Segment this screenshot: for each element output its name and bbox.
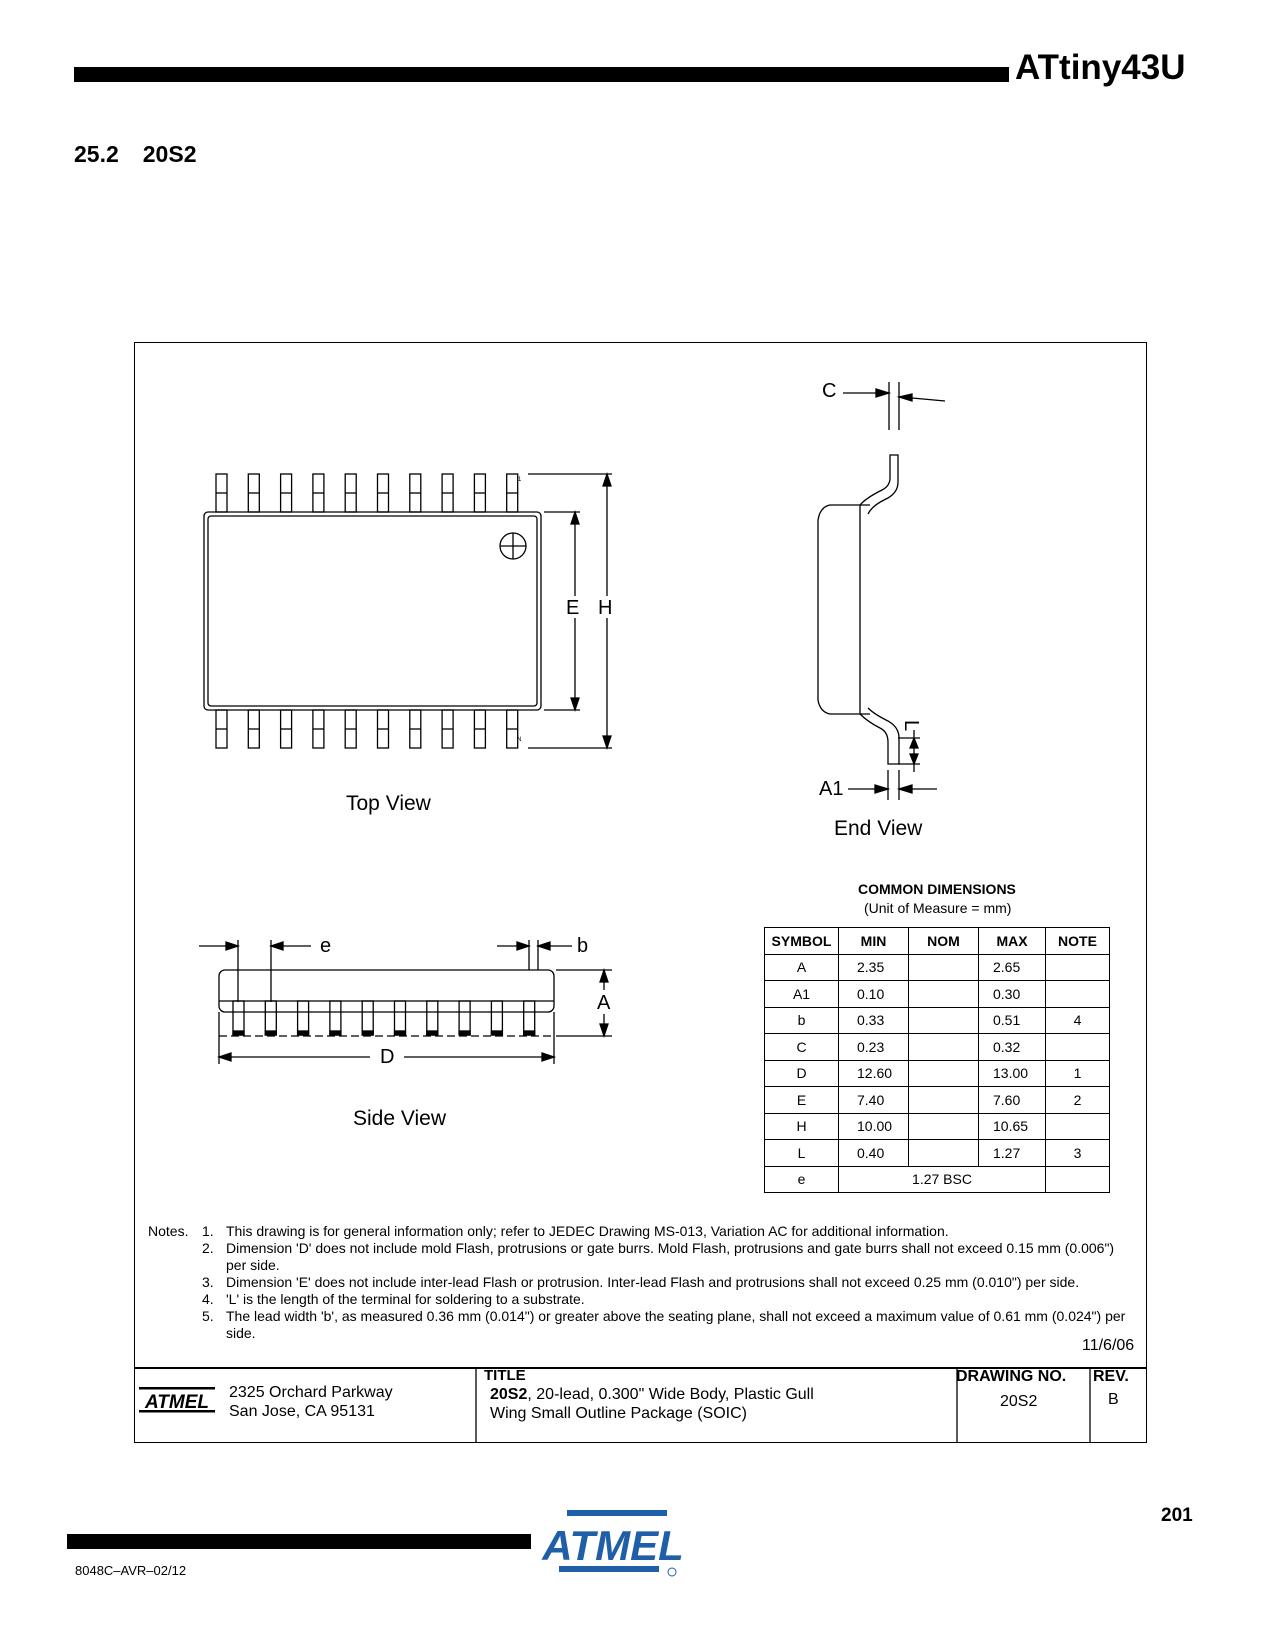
dimension-row	[765, 981, 1110, 1008]
cell-max: 0.51	[979, 1007, 1046, 1034]
cell-max: 7.60	[979, 1087, 1046, 1114]
note-text: Dimension 'D' does not include mold Flash, protrusions or gate burrs. Mold Flash, protrusions and gate burrs shall not exceed 0.15 mm (0.006") per side.	[226, 1240, 1115, 1273]
dimension-row	[765, 1007, 1110, 1034]
address-line-1: 2325 Orchard Parkway	[229, 1384, 393, 1401]
dimensions-heading: COMMON DIMENSIONS	[858, 881, 1016, 897]
footer-rule	[67, 1534, 531, 1549]
cell-nom	[909, 1007, 979, 1034]
note-number: 3.	[202, 1274, 214, 1290]
cell-nom	[909, 1034, 979, 1061]
cell-max: 0.30	[979, 981, 1046, 1008]
cell-nom	[909, 1140, 979, 1167]
end-view-caption: End View	[834, 817, 923, 840]
cell-note: 1	[1046, 1060, 1110, 1087]
top-view-body	[204, 512, 541, 710]
lead	[233, 1001, 244, 1035]
cell-nom	[909, 1060, 979, 1087]
dim-label-c: C	[822, 380, 837, 402]
dim-label-h: H	[598, 597, 613, 619]
note-text: The lead width 'b', as measured 0.36 mm (0.014") or greater above the seating plane, shall not exceed a maximum value of 0.61 mm (0.024") per side.	[226, 1308, 1126, 1341]
cell-symbol: D	[765, 1060, 839, 1087]
note-number: 1.	[202, 1223, 214, 1239]
top-view-drawing	[204, 474, 612, 748]
col-header-symbol: SYMBOL	[765, 928, 839, 955]
drawing-date: 11/6/06	[1082, 1337, 1135, 1354]
cell-min: 0.23	[839, 1034, 909, 1061]
top-view-leads-top	[216, 474, 518, 512]
dimension-row	[765, 1034, 1110, 1061]
note-text: 'L' is the length of the terminal for soldering to a substrate.	[226, 1291, 585, 1307]
note-item	[202, 1291, 1137, 1308]
cell-max: 0.32	[979, 1034, 1046, 1061]
notes-label: Notes.	[148, 1223, 189, 1239]
cell-nom	[909, 981, 979, 1008]
cell-symbol: e	[765, 1166, 839, 1193]
note-text: This drawing is for general information only; refer to JEDEC Drawing MS-013, Variation AC for additional information.	[226, 1223, 949, 1239]
lead	[330, 1001, 341, 1035]
dim-label-a: A	[597, 992, 611, 1014]
cell-min: 0.40	[839, 1140, 909, 1167]
cell-bsc-value: 1.27 BSC	[839, 1166, 1046, 1193]
side-view-drawing	[199, 940, 612, 1064]
side-view-leads	[233, 1001, 535, 1035]
rev-label: REV.	[1093, 1368, 1129, 1385]
cell-nom	[909, 954, 979, 981]
cell-note	[1046, 981, 1110, 1008]
cell-max: 1.27	[979, 1140, 1046, 1167]
cell-symbol: C	[765, 1034, 839, 1061]
section-number: 25.2	[74, 141, 119, 167]
cell-note: 2	[1046, 1087, 1110, 1114]
cell-note	[1046, 1166, 1110, 1193]
lead	[362, 1001, 373, 1035]
cell-min: 10.00	[839, 1113, 909, 1140]
dim-label-b: b	[577, 935, 589, 957]
lead	[524, 1001, 535, 1035]
drawing-title-code: 20S2	[490, 1386, 528, 1403]
note-number: 4.	[202, 1291, 214, 1307]
rev-value: B	[1108, 1391, 1119, 1408]
note-item	[202, 1308, 1137, 1342]
top-view-body-inner	[208, 516, 537, 706]
pinN-label: N	[517, 737, 522, 743]
dimension-row	[765, 1087, 1110, 1114]
note-text: Dimension 'E' does not include inter-lead Flash or protrusion. Inter-lead Flash and protrusions shall not exceed 0.25 mm (0.010") per side.	[226, 1274, 1080, 1290]
address-line-2: San Jose, CA 95131	[229, 1403, 375, 1420]
section-name: 20S2	[142, 141, 197, 167]
document-code: 8048C–AVR–02/12	[75, 1563, 187, 1578]
document-title: ATtiny43U	[1015, 48, 1186, 87]
cell-note: 4	[1046, 1007, 1110, 1034]
col-header-min: MIN	[839, 928, 909, 955]
col-header-max: MAX	[979, 928, 1046, 955]
col-header-note: NOTE	[1046, 928, 1110, 955]
atmel-logo-small-text: ATMEL	[144, 1392, 210, 1413]
drawing-no-label: DRAWING NO.	[956, 1368, 1067, 1385]
cell-nom	[909, 1113, 979, 1140]
lead	[491, 1001, 502, 1035]
cell-min: 12.60	[839, 1060, 909, 1087]
cell-note	[1046, 954, 1110, 981]
dimensions-table	[764, 927, 1110, 1193]
title-label: TITLE	[484, 1367, 526, 1384]
dimension-row	[765, 1060, 1110, 1087]
cell-min: 2.35	[839, 954, 909, 981]
pin1-label: 1	[518, 477, 522, 483]
dimension-row-bsc	[765, 1166, 1110, 1193]
note-item	[202, 1274, 1137, 1291]
cell-min: 7.40	[839, 1087, 909, 1114]
dimension-row	[765, 1113, 1110, 1140]
cell-symbol: b	[765, 1007, 839, 1034]
drawing-title-line2: Wing Small Outline Package (SOIC)	[490, 1405, 747, 1422]
note-item	[202, 1223, 1137, 1240]
cell-note	[1046, 1113, 1110, 1140]
cell-max: 10.65	[979, 1113, 1046, 1140]
cell-min: 0.33	[839, 1007, 909, 1034]
drawing-title-desc: , 20-lead, 0.300" Wide Body, Plastic Gull	[527, 1386, 814, 1403]
lead	[427, 1001, 438, 1035]
top-view-caption: Top View	[346, 792, 431, 815]
dim-label-e: E	[566, 597, 580, 619]
dimensions-header-row	[765, 928, 1110, 955]
cell-max: 2.65	[979, 954, 1046, 981]
dim-label-a1: A1	[819, 778, 844, 800]
dim-label-d: D	[380, 1046, 395, 1068]
notes-list	[202, 1223, 1137, 1342]
dim-label-l: L	[900, 719, 923, 732]
lead	[395, 1001, 406, 1035]
atmel-logo-small	[139, 1381, 215, 1417]
end-view-drawing	[818, 382, 945, 800]
cell-nom	[909, 1087, 979, 1114]
note-number: 5.	[202, 1308, 214, 1324]
drawing-no-value: 20S2	[1000, 1393, 1038, 1410]
lead	[459, 1001, 470, 1035]
cell-note: 3	[1046, 1140, 1110, 1167]
cell-min: 0.10	[839, 981, 909, 1008]
lead	[298, 1001, 309, 1035]
note-item	[202, 1240, 1137, 1274]
atmel-logo	[542, 1510, 684, 1580]
lead	[265, 1001, 276, 1035]
side-view-caption: Side View	[353, 1107, 447, 1130]
page-number: 201	[1161, 1505, 1193, 1526]
company-address	[229, 1383, 393, 1421]
cell-symbol: E	[765, 1087, 839, 1114]
cell-symbol: L	[765, 1140, 839, 1167]
cell-max: 13.00	[979, 1060, 1046, 1087]
drawing-title	[490, 1385, 814, 1423]
dimensions-unit: (Unit of Measure = mm)	[864, 900, 1012, 916]
cell-note	[1046, 1034, 1110, 1061]
cell-symbol: A	[765, 954, 839, 981]
atmel-logo-text: ATMEL	[542, 1522, 684, 1569]
top-view-leads-bottom	[216, 710, 518, 748]
dimension-row	[765, 1140, 1110, 1167]
dim-label-e-pitch: e	[320, 935, 332, 957]
dimension-row	[765, 954, 1110, 981]
col-header-nom: NOM	[909, 928, 979, 955]
note-number: 2.	[202, 1240, 214, 1256]
cell-symbol: A1	[765, 981, 839, 1008]
cell-symbol: H	[765, 1113, 839, 1140]
